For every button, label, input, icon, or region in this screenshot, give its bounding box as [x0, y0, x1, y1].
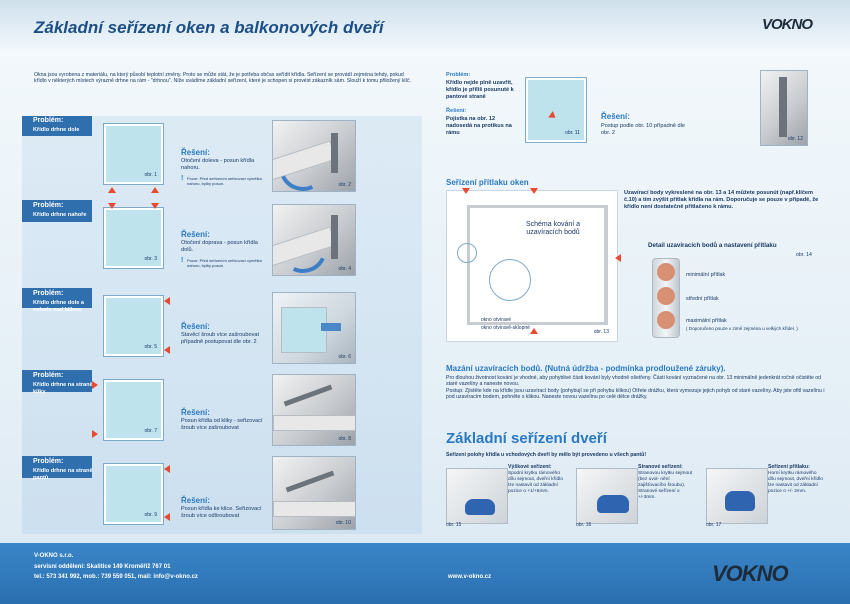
solution-heading: Řešení: [181, 496, 210, 505]
door-photo [446, 468, 508, 524]
page-title: Základní seřízení oken a balkonových dveří [34, 18, 384, 37]
problem-text: Křídlo drhne na straně pantů [33, 468, 93, 481]
door-item [576, 460, 702, 530]
window-figure [104, 208, 163, 268]
detail-circle-icon [457, 243, 477, 263]
figure-label: obr. 3 [144, 256, 157, 262]
solution-text: Posun křídla od kliky - seřizovací šroub více zašroubovat [181, 418, 263, 431]
detail-circle-icon [489, 259, 531, 301]
door-adjustments [446, 460, 828, 530]
window-figure [104, 464, 163, 524]
photo-figure [272, 204, 356, 276]
arrow-icon [164, 346, 170, 354]
solution-heading: Řešení: [181, 408, 210, 417]
door-item-heading: Stranové seřízení: [638, 464, 683, 470]
warning-icon: ! [181, 175, 184, 182]
hinge-shape [779, 77, 787, 137]
arrow-icon [151, 187, 159, 193]
problem-text: Křídlo drhne dole a nahoře nad klikou [33, 300, 84, 313]
bolt-min-icon [657, 263, 675, 281]
arrow-icon [530, 188, 538, 194]
pressure-label-min: minimální přítlak [686, 272, 726, 278]
solution-text: Pojistka na obr. 12 nadosedá na protikus na rámu [446, 116, 512, 136]
arrow-icon [164, 297, 170, 305]
arrow-icon [108, 187, 116, 193]
window-figure [104, 124, 163, 184]
figure-label: obr. 11 [565, 130, 580, 136]
figure-label: obr. 1 [144, 172, 157, 178]
solution-text: Stavěcí šroub více zašroubovat případně postupovat dle obr. 2 [181, 332, 260, 345]
problem-text: Křídlo drhne dole [33, 127, 80, 133]
figure-label: obr. 8 [338, 436, 351, 442]
door-photo [706, 468, 768, 524]
solution-text: Posun křídla ke klice. Seřizovací šroub více odšroubovat [181, 506, 262, 519]
arrow-icon [108, 203, 116, 209]
figure-label: obr. 5 [144, 344, 157, 350]
mazani-steps: Postup: Zjistěte kde na křídle jsou uzavírací body (pohybují se při pohybu klikou) Otřete drážku, která vymezuje jejich pohyb od staré vazelíny. Aby jste ofitl vazelínu i pod uzavíracím bodem, pohněte s klikou. Naneste novou vazelínu po celé délce drážky. [446, 388, 825, 401]
section-title: Základní seřízení dveří [446, 430, 607, 447]
window-figure [104, 380, 163, 440]
note-text: Pozor: Před seřízením seřizovací vymělka nahoru, bylby posun. [187, 176, 262, 186]
arrow-icon [164, 465, 170, 473]
bolt-rail [652, 258, 680, 338]
arrow-icon [92, 381, 98, 389]
figure-label: obr. 17 [706, 522, 722, 528]
door-item [446, 460, 572, 530]
solution-note [181, 258, 262, 268]
figure-label: obr. 10 [335, 520, 351, 526]
arrow-icon [92, 430, 98, 438]
arrow-icon [615, 254, 621, 262]
figure-label: obr. 13 [593, 329, 609, 335]
door-item [706, 460, 828, 530]
figure-label: obr. 16 [576, 522, 592, 528]
door-item-heading: Seřízení přítlaku: [768, 464, 810, 470]
problem-heading: Problém: [33, 202, 64, 209]
arrow-icon [151, 203, 159, 209]
sash-shape [273, 415, 356, 431]
scheme-label: okno otvíravé [481, 317, 512, 323]
door-item-text: Horní krytku rámového dílu sejmout, dveřní křídlo lze nastavit od základní pozice o +/- 2mm. [768, 471, 823, 494]
door-item-text: Spodní krytku rámového dílu sejmout, dveřní křídlo lze nastavit od základní pozice o +1/+5mm. [508, 471, 563, 494]
door-item-heading: Výškové seřízení: [508, 464, 552, 470]
warning-icon: ! [181, 257, 184, 264]
pressure-label-mid: střední přítlak [686, 296, 719, 302]
problem-heading: Problém: [446, 72, 471, 78]
hand-icon [597, 495, 629, 513]
footer-company: V-OKNO s.r.o. [34, 553, 74, 559]
figure-label: obr. 14 [796, 252, 812, 258]
footer-web[interactable]: www.v-okno.cz [448, 574, 492, 580]
section-title: Mazání uzavíracích bodů. (Nutná údržba - podmínka prodloužené záruky). [446, 364, 726, 373]
figure-label: obr. 4 [338, 266, 351, 272]
solution-note [181, 176, 262, 186]
hinge-shape [284, 385, 333, 407]
problem-text: Křídlo nejde plně uzavřít, křídlo je příliš posunuté k pantové straně [446, 80, 514, 100]
sash-shape [273, 501, 356, 517]
photo-figure [760, 70, 808, 146]
pressure-label-max: maximální přítlak [686, 318, 727, 324]
scheme-title: Schéma kování a uzavíracích bodů [525, 221, 581, 236]
solution-heading: Řešení: [446, 108, 467, 114]
problem-text: Křídlo drhne na straně kliky [33, 382, 93, 395]
window-figure [104, 296, 163, 356]
footer-contact: tel.: 573 341 992, mob.: 739 559 051, mail: info@v-okno.cz [34, 574, 198, 580]
bolt-max-icon [657, 311, 675, 329]
problem-heading: Problém: [33, 117, 64, 124]
solution-heading: Řešení: [601, 112, 630, 121]
scheme-figure [446, 190, 618, 342]
solution-heading: Řešení: [181, 322, 210, 331]
intro-text: Okna jsou vyrobena z materiálu, na který působí teplotní změny. Proto se může stát, že je potřeba občas seřídit křídla. Seřízení se provádí zejména tehdy, pokud křídlo v některých místech výrazně drhne na rám - "drhnou". Níže uvádíme základní seřízení, které je schopen si provést zákazník sám. Slouží k tomu přiložený klíč. [34, 72, 412, 85]
note-text: Pozor: Před seřízením seřizovací vymělka nahoru, bylby posun. [187, 258, 262, 268]
hinge-shape [321, 323, 341, 331]
dvere-subtitle: Seřízení polohy křídla u vchodových dveří by mělo být provedeno u všech pantů! [446, 452, 647, 458]
company-logo [762, 16, 812, 33]
figure-label: obr. 9 [144, 512, 157, 518]
hinge-shape [331, 215, 338, 259]
scheme-label: okno otvíravě-sklopné [481, 325, 530, 331]
footer-bar [0, 543, 850, 604]
problem-heading: Problém: [33, 372, 64, 379]
hinge-shape [286, 471, 335, 493]
arrow-icon [164, 513, 170, 521]
figure-label: obr. 15 [446, 522, 462, 528]
hand-icon [725, 491, 755, 511]
arrow-icon [530, 328, 538, 334]
solution-heading: Řešení: [181, 148, 210, 157]
solution-text: Otočení doleva - posun křídla nahoru. [181, 158, 255, 171]
logo-text: VOKNO [762, 16, 813, 33]
figure-label: obr. 12 [787, 136, 803, 142]
solution-text: Postup podle obr. 10 případně dle obr. 2 [601, 123, 685, 136]
section-title: Seřízení přítlaku oken [446, 178, 529, 187]
bolt-mid-icon [657, 287, 675, 305]
problem-text: Křídlo drhne nahoře [33, 212, 87, 218]
window-figure [526, 78, 586, 142]
solution-heading: Řešení: [181, 230, 210, 239]
detail-title: Detail uzavíracích bodů a nastavení přítlaku [648, 242, 777, 249]
photo-figure [272, 292, 356, 364]
hand-icon [465, 499, 495, 515]
door-photo [576, 468, 638, 524]
arrow-icon [462, 188, 470, 194]
figure-label: obr. 6 [338, 354, 351, 360]
problem-heading: Problém: [33, 458, 64, 465]
figure-label: obr. 2 [338, 182, 351, 188]
photo-figure [272, 374, 356, 446]
door-item-text: Stranovou krytku sejmout (bez uvol- nění zajišťovacího šroubu). Stranové seřízení o +/-3mm. [638, 471, 693, 500]
figure-label: obr. 7 [144, 428, 157, 434]
footer-logo [712, 561, 788, 587]
pritlak-description: Uzavírací body vykreslené na obr. 13 a 14 můžete posunút (např.klíčem č.10) a tím zvýšit přítlak křídla na rám. Doporučuje se pouze v případě, že křídlo není dostatečně přitlačeno k rámu. [624, 190, 819, 210]
hinge-shape [331, 133, 338, 173]
photo-figure [272, 120, 356, 192]
solution-text: Otočení doprava - posun křídla dolů. [181, 240, 258, 253]
photo-figure [272, 456, 356, 530]
logo-text: VOKNO [712, 561, 788, 586]
footer-service: servisní oddělení: Skalitice 149 Kroměříž 767 01 [34, 564, 171, 570]
problem-heading: Problém: [33, 290, 64, 297]
pressure-note: ( Doporučeno pouze v zimě zejména u velkých křídel. ) [686, 326, 798, 331]
mazani-text: Pro dlouhou životnost kování je vhodné, aby pohyblivé části kování byly vhodně ošetřeny. Části kování vyznačené na obr. 13 minimálně jedenkrát ročně očistěte od staré vazelíny a naneste novou. [446, 375, 822, 388]
